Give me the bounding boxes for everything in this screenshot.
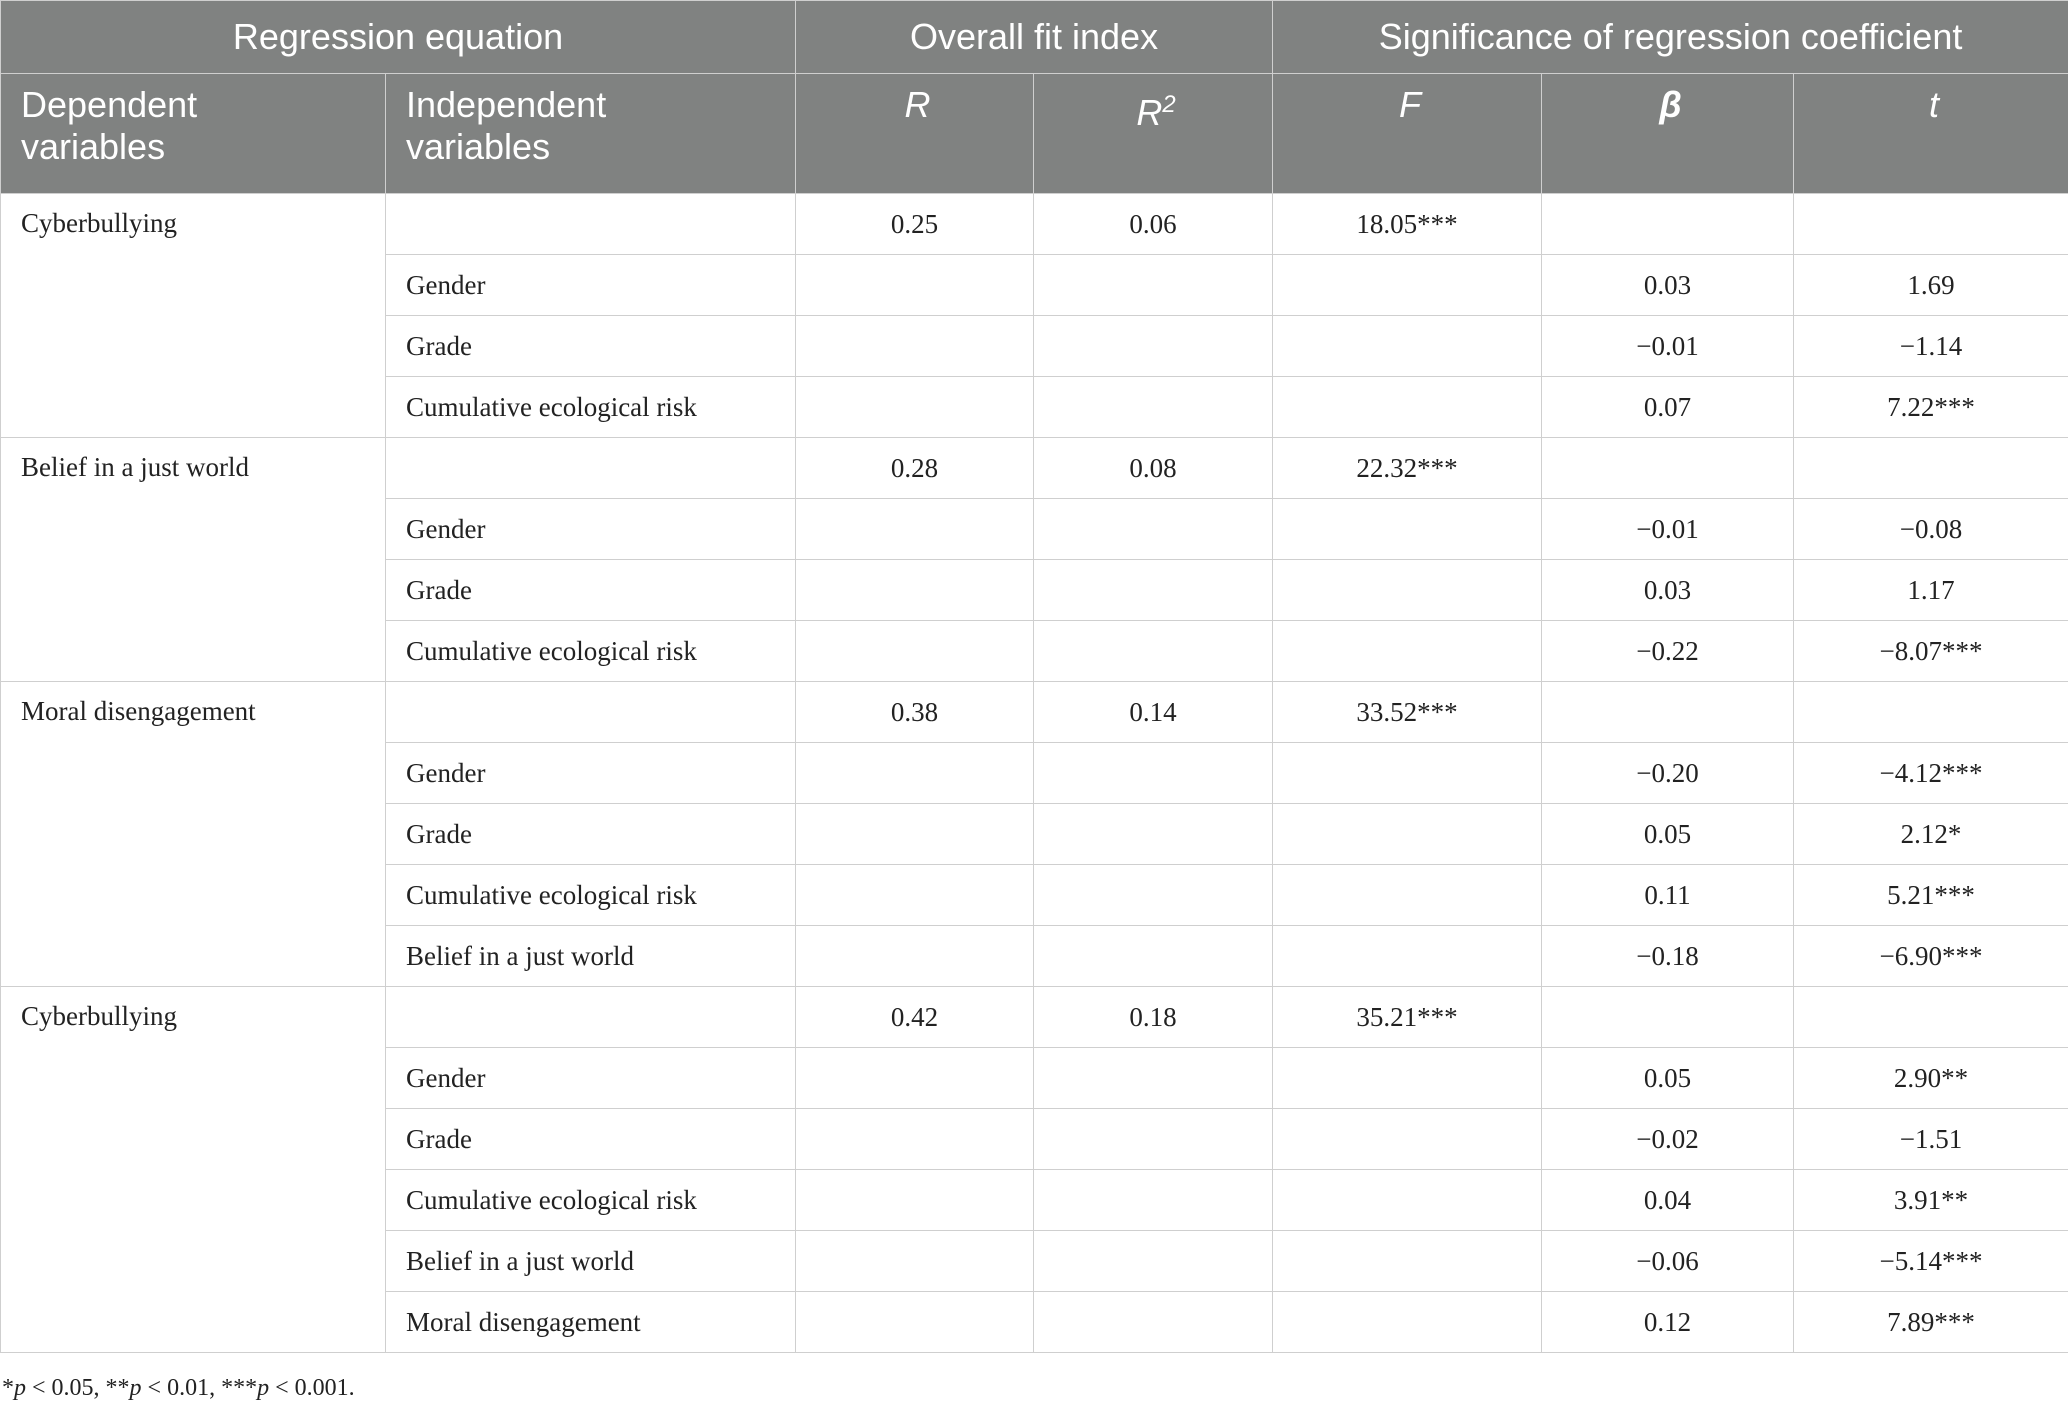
r-cell: [796, 743, 1034, 804]
r-cell: [796, 926, 1034, 987]
header-overall-fit-index: Overall fit index: [796, 1, 1273, 74]
r-squared-cell: [1034, 499, 1273, 560]
independent-variable-cell: Cumulative ecological risk: [386, 377, 796, 438]
f-cell: [1273, 865, 1542, 926]
beta-cell: [1542, 682, 1794, 743]
dependent-variable-cell: Moral disengagement: [1, 682, 386, 987]
f-cell: 22.32***: [1273, 438, 1542, 499]
independent-variable-cell: Gender: [386, 255, 796, 316]
f-cell: [1273, 255, 1542, 316]
independent-variable-cell: [386, 987, 796, 1048]
r-cell: [796, 255, 1034, 316]
f-cell: [1273, 1292, 1542, 1353]
r-cell: [796, 865, 1034, 926]
r-squared-cell: [1034, 804, 1273, 865]
r-squared-cell: [1034, 1048, 1273, 1109]
r-squared-cell: [1034, 621, 1273, 682]
r-squared-cell: [1034, 377, 1273, 438]
t-cell: 7.89***: [1794, 1292, 2068, 1353]
independent-variable-cell: Grade: [386, 560, 796, 621]
r-cell: 0.42: [796, 987, 1034, 1048]
independent-variable-cell: Belief in a just world: [386, 926, 796, 987]
independent-variable-cell: [386, 682, 796, 743]
r-cell: [796, 560, 1034, 621]
f-cell: 18.05***: [1273, 194, 1542, 255]
beta-cell: −0.02: [1542, 1109, 1794, 1170]
r-cell: 0.25: [796, 194, 1034, 255]
r-cell: 0.28: [796, 438, 1034, 499]
f-cell: [1273, 1170, 1542, 1231]
f-cell: [1273, 560, 1542, 621]
independent-variable-cell: Cumulative ecological risk: [386, 1170, 796, 1231]
r-cell: [796, 1109, 1034, 1170]
independent-variable-cell: Gender: [386, 499, 796, 560]
r-cell: [796, 1048, 1034, 1109]
r-squared-cell: [1034, 1231, 1273, 1292]
r-cell: [796, 804, 1034, 865]
dependent-variable-cell: Cyberbullying: [1, 194, 386, 438]
dependent-variable-cell: Belief in a just world: [1, 438, 386, 682]
beta-cell: −0.01: [1542, 499, 1794, 560]
beta-cell: 0.05: [1542, 804, 1794, 865]
r-squared-cell: [1034, 1292, 1273, 1353]
header-r-squared: $R^2$: [1034, 74, 1273, 194]
independent-variable-cell: Cumulative ecological risk: [386, 865, 796, 926]
header-r: R: [796, 74, 1034, 194]
independent-variable-cell: Grade: [386, 316, 796, 377]
table-header: [1, 1, 2068, 194]
t-cell: 7.22***: [1794, 377, 2068, 438]
beta-cell: 0.03: [1542, 255, 1794, 316]
f-cell: 35.21***: [1273, 987, 1542, 1048]
t-cell: [1794, 987, 2068, 1048]
r-squared-cell: [1034, 255, 1273, 316]
independent-variable-cell: Moral disengagement: [386, 1292, 796, 1353]
beta-cell: −0.18: [1542, 926, 1794, 987]
t-cell: −1.51: [1794, 1109, 2068, 1170]
beta-cell: [1542, 987, 1794, 1048]
independent-variable-cell: [386, 194, 796, 255]
header-significance: Significance of regression coefficient: [1273, 1, 2068, 74]
r-cell: [796, 316, 1034, 377]
t-cell: [1794, 682, 2068, 743]
t-cell: −6.90***: [1794, 926, 2068, 987]
r-cell: [796, 1170, 1034, 1231]
beta-cell: 0.12: [1542, 1292, 1794, 1353]
independent-variable-cell: Belief in a just world: [386, 1231, 796, 1292]
t-cell: −8.07***: [1794, 621, 2068, 682]
t-cell: 5.21***: [1794, 865, 2068, 926]
beta-cell: 0.07: [1542, 377, 1794, 438]
t-cell: 2.90**: [1794, 1048, 2068, 1109]
r-cell: 0.38: [796, 682, 1034, 743]
f-cell: 33.52***: [1273, 682, 1542, 743]
r-cell: [796, 621, 1034, 682]
beta-cell: −0.22: [1542, 621, 1794, 682]
f-cell: [1273, 926, 1542, 987]
beta-cell: 0.05: [1542, 1048, 1794, 1109]
beta-cell: −0.06: [1542, 1231, 1794, 1292]
header-beta: β: [1542, 74, 1794, 194]
beta-cell: 0.11: [1542, 865, 1794, 926]
significance-note: *p < 0.05, **p < 0.01, ***p < 0.001.: [2, 1375, 355, 1401]
independent-variable-cell: Gender: [386, 743, 796, 804]
independent-variable-cell: Cumulative ecological risk: [386, 621, 796, 682]
table-row: [1, 987, 2068, 1048]
f-cell: [1273, 1231, 1542, 1292]
beta-cell: 0.04: [1542, 1170, 1794, 1231]
r-cell: [796, 1231, 1034, 1292]
f-cell: [1273, 316, 1542, 377]
independent-variable-cell: Gender: [386, 1048, 796, 1109]
independent-variable-cell: Grade: [386, 804, 796, 865]
t-cell: −4.12***: [1794, 743, 2068, 804]
r-squared-cell: 0.06: [1034, 194, 1273, 255]
r-squared-cell: [1034, 560, 1273, 621]
header-regression-equation: Regression equation: [1, 1, 796, 74]
r-squared-cell: 0.08: [1034, 438, 1273, 499]
r-squared-cell: 0.18: [1034, 987, 1273, 1048]
f-cell: [1273, 621, 1542, 682]
r-cell: [796, 499, 1034, 560]
header-t: t: [1794, 74, 2068, 194]
r-cell: [796, 377, 1034, 438]
t-cell: −0.08: [1794, 499, 2068, 560]
f-cell: [1273, 499, 1542, 560]
beta-cell: [1542, 438, 1794, 499]
header-independent-variables: Independent variables: [386, 74, 796, 194]
f-cell: [1273, 377, 1542, 438]
r-squared-cell: [1034, 1109, 1273, 1170]
t-cell: [1794, 438, 2068, 499]
r-squared-cell: [1034, 743, 1273, 804]
table-row: [1, 682, 2068, 743]
f-cell: [1273, 1048, 1542, 1109]
beta-cell: −0.20: [1542, 743, 1794, 804]
r-cell: [796, 1292, 1034, 1353]
f-cell: [1273, 743, 1542, 804]
t-cell: 1.69: [1794, 255, 2068, 316]
table-row: [1, 438, 2068, 499]
r-squared-cell: [1034, 1170, 1273, 1231]
beta-cell: −0.01: [1542, 316, 1794, 377]
t-cell: −1.14: [1794, 316, 2068, 377]
beta-cell: 0.03: [1542, 560, 1794, 621]
table-row: [1, 194, 2068, 255]
t-cell: 3.91**: [1794, 1170, 2068, 1231]
header-dependent-variables: Dependent variables: [1, 74, 386, 194]
independent-variable-cell: Grade: [386, 1109, 796, 1170]
t-cell: 1.17: [1794, 560, 2068, 621]
r-squared-cell: [1034, 316, 1273, 377]
beta-cell: [1542, 194, 1794, 255]
t-cell: 2.12*: [1794, 804, 2068, 865]
table-body: [1, 194, 2068, 1353]
r-squared-cell: 0.14: [1034, 682, 1273, 743]
r-squared-cell: [1034, 926, 1273, 987]
header-f: F: [1273, 74, 1542, 194]
dependent-variable-cell: Cyberbullying: [1, 987, 386, 1353]
r-squared-cell: [1034, 865, 1273, 926]
t-cell: −5.14***: [1794, 1231, 2068, 1292]
independent-variable-cell: [386, 438, 796, 499]
f-cell: [1273, 1109, 1542, 1170]
f-cell: [1273, 804, 1542, 865]
t-cell: [1794, 194, 2068, 255]
